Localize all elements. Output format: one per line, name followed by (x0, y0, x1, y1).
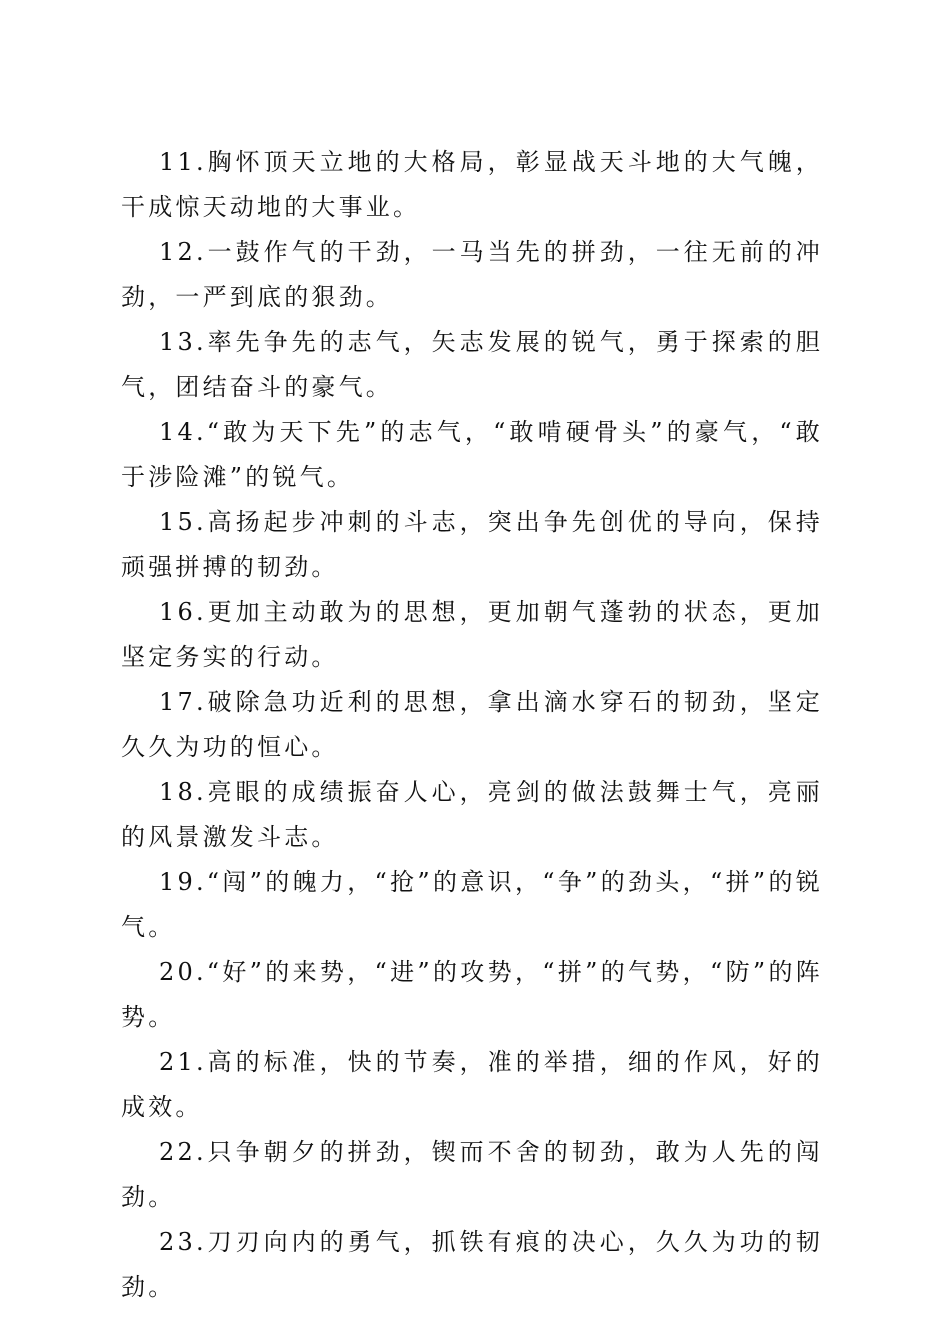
paragraph-12: 12.一鼓作气的干劲，一马当先的拼劲，一往无前的冲劲，一严到底的狠劲。 (121, 238, 823, 311)
document-body (121, 140, 823, 1310)
paragraph-16: 16.更加主动敢为的思想，更加朝气蓬勃的状态，更加坚定务实的行动。 (121, 598, 823, 671)
paragraph-20: 20.“好”的来势，“进”的攻势，“拼”的气势，“防”的阵势。 (121, 958, 823, 1031)
paragraph-22: 22.只争朝夕的拼劲，锲而不舍的韧劲，敢为人先的闯劲。 (121, 1138, 823, 1211)
paragraph-21: 21.高的标准，快的节奏，准的举措，细的作风，好的成效。 (121, 1048, 823, 1121)
paragraph-19: 19.“闯”的魄力，“抢”的意识，“争”的劲头，“拼”的锐气。 (121, 868, 823, 941)
paragraph-18: 18.亮眼的成绩振奋人心，亮剑的做法鼓舞士气，亮丽的风景激发斗志。 (121, 778, 823, 851)
paragraph-17: 17.破除急功近利的思想，拿出滴水穿石的韧劲，坚定久久为功的恒心。 (121, 688, 823, 761)
paragraph-23: 23.刀刃向内的勇气，抓铁有痕的决心，久久为功的韧劲。 (121, 1228, 823, 1301)
paragraph-11: 11.胸怀顶天立地的大格局，彰显战天斗地的大气魄，干成惊天动地的大事业。 (121, 148, 823, 221)
paragraph-14: 14.“敢为天下先”的志气，“敢啃硬骨头”的豪气，“敢于涉险滩”的锐气。 (121, 418, 823, 491)
paragraph-13: 13.率先争先的志气，矢志发展的锐气，勇于探索的胆气，团结奋斗的豪气。 (121, 328, 823, 401)
paragraph-15: 15.高扬起步冲刺的斗志，突出争先创优的导向，保持顽强拼搏的韧劲。 (121, 508, 823, 581)
